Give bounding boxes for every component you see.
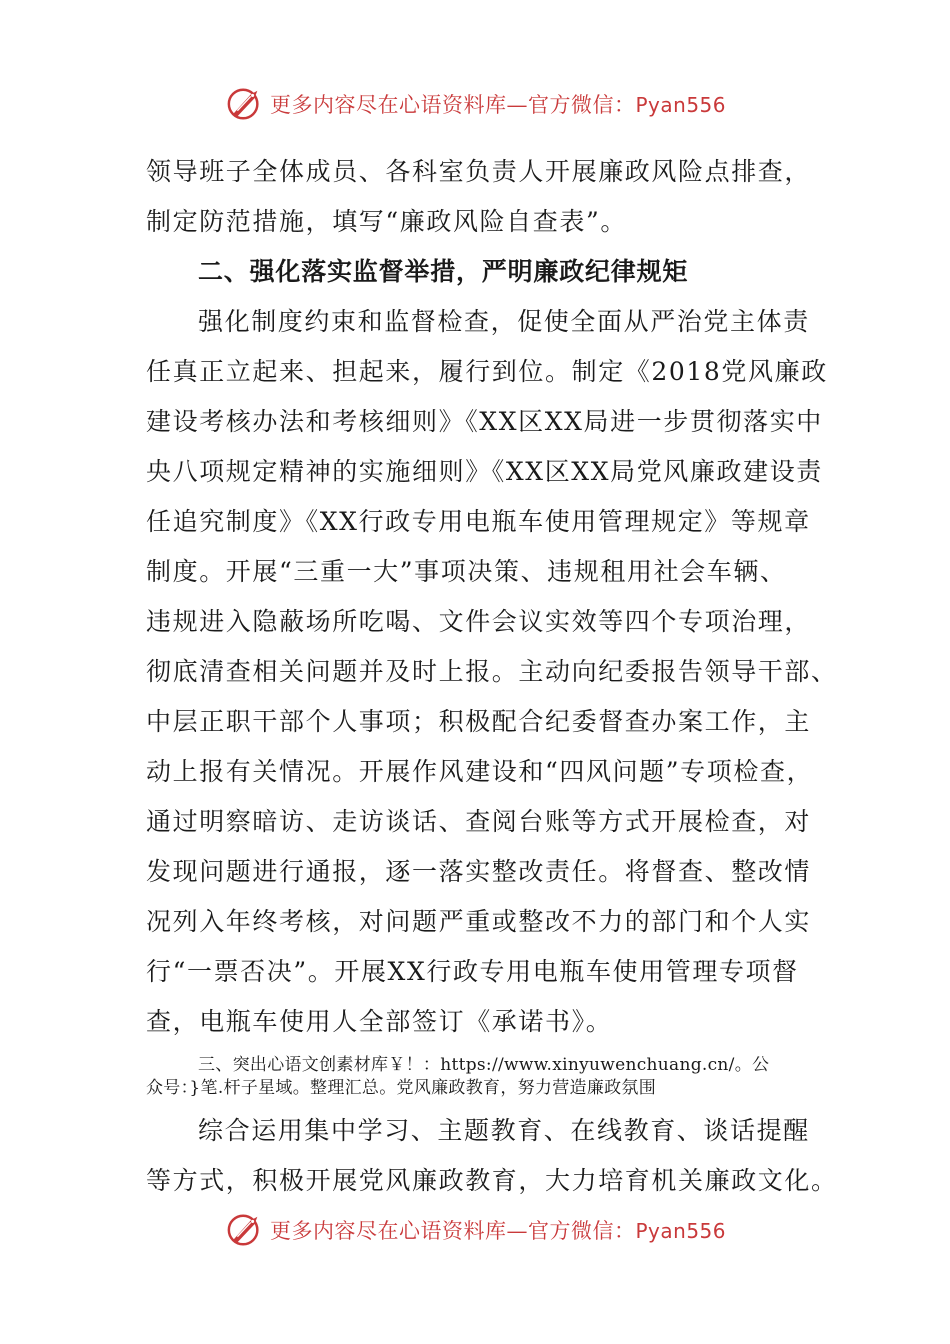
- body-line: 查，电瓶车使用人全部签订《承诺书》。: [146, 1007, 613, 1036]
- body-line: 制度。开展“三重一大”事项决策、违规租用社会车辆、: [146, 557, 787, 586]
- pen-nib-logo-icon: [226, 1211, 264, 1249]
- inserted-note-line: 三、突出心语文创素材库￥！：https://www.xinyuwenchuang.cn/。公: [198, 1055, 770, 1075]
- document-body: [146, 147, 838, 1206]
- body-line: 等方式，积极开展党风廉政教育，大力培育机关廉政文化。: [146, 1166, 838, 1195]
- body-line: 况列入年终考核，对问题严重或整改不力的部门和个人实: [146, 907, 812, 936]
- wechat-id: Pyan556: [635, 93, 727, 117]
- watermark-banner-top: [226, 84, 726, 124]
- body-line: 动上报有关情况。开展作风建设和“四风问题”专项检查，: [146, 757, 814, 786]
- body-line: 任追究制度》《XX行政专用电瓶车使用管理规定》等规章: [146, 507, 811, 536]
- body-line: 央八项规定精神的实施细则》《XX区XX局党风廉政建设责: [146, 457, 823, 486]
- body-line: 制定防范措施，填写“廉政风险自查表”。: [146, 207, 627, 236]
- pen-nib-logo-icon: [226, 85, 264, 123]
- inserted-note-line: 众号：}笔.杆子星域。整理汇总。党风廉政教育，努力营造廉政氛围: [146, 1078, 657, 1098]
- watermark-banner-bottom: [226, 1210, 726, 1250]
- wechat-id: Pyan556: [635, 1219, 727, 1243]
- body-line: 通过明察暗访、走访谈话、查阅台账等方式开展检查，对: [146, 807, 812, 836]
- body-line: 彻底清查相关问题并及时上报。主动向纪委报告领导干部、: [146, 657, 838, 686]
- body-line: 领导班子全体成员、各科室负责人开展廉政风险点排查，: [146, 157, 812, 186]
- body-line: 发现问题进行通报，逐一落实整改责任。将督查、整改情: [146, 857, 812, 886]
- body-line: 中层正职干部个人事项；积极配合纪委督查办案工作，主: [146, 707, 812, 736]
- watermark-text: 更多内容尽在心语资料库—官方微信：Pyan556: [270, 93, 727, 117]
- section-heading: 二、强化落实监督举措，严明廉政纪律规矩: [198, 257, 689, 286]
- body-line: 强化制度约束和监督检查，促使全面从严治党主体责: [198, 307, 810, 336]
- watermark-text: 更多内容尽在心语资料库—官方微信：Pyan556: [270, 1219, 727, 1243]
- body-line: 任真正立起来、担起来，履行到位。制定《2018党风廉政: [146, 357, 828, 386]
- body-line: 综合运用集中学习、主题教育、在线教育、谈话提醒: [198, 1116, 810, 1145]
- body-line: 违规进入隐蔽场所吃喝、文件会议实效等四个专项治理，: [146, 607, 812, 636]
- body-line: 建设考核办法和考核细则》《XX区XX局进一步贯彻落实中: [146, 407, 823, 436]
- body-line: 行“一票否决”。开展XX行政专用电瓶车使用管理专项督: [146, 957, 799, 986]
